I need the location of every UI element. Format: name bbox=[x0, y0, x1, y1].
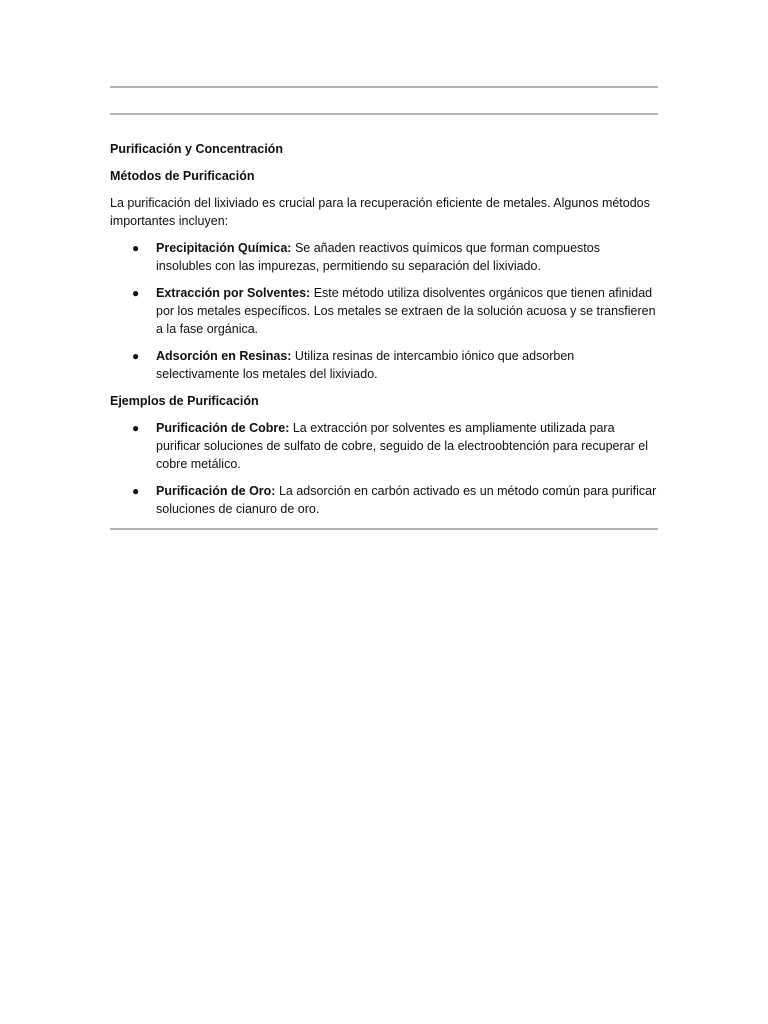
list-item-text: Utiliza resinas de intercambio iónico que adsorben selectivamente los metales del lixiviado. bbox=[156, 349, 575, 381]
list-item-term: Purificación de Oro: bbox=[156, 484, 276, 498]
subsection-methods-heading: Métodos de Purificación bbox=[110, 169, 255, 183]
list-item-text: Se añaden reactivos químicos que forman compuestos insolubles con las impurezas, permitiendo su separación del lixiviado. bbox=[156, 241, 600, 273]
bullet-icon: ● bbox=[132, 241, 140, 255]
document-body bbox=[110, 140, 658, 527]
bullet-icon: ● bbox=[132, 349, 140, 363]
subsection-examples-heading: Ejemplos de Purificación bbox=[110, 394, 259, 408]
top-divider bbox=[110, 86, 658, 88]
list-item-term: Purificación de Cobre: bbox=[156, 421, 290, 435]
list-item-text: La adsorción en carbón activado es un método común para purificar soluciones de cianuro de oro. bbox=[156, 484, 657, 516]
list-item-term: Precipitación Química: bbox=[156, 241, 292, 255]
header-divider bbox=[110, 113, 658, 115]
section-title: Purificación y Concentración bbox=[110, 142, 283, 156]
bullet-icon: ● bbox=[132, 484, 140, 498]
list-item bbox=[110, 239, 658, 275]
bullet-icon: ● bbox=[132, 421, 140, 435]
bullet-icon: ● bbox=[132, 286, 140, 300]
list-item bbox=[110, 284, 658, 338]
list-item-text: Este método utiliza disolventes orgánicos que tienen afinidad por los metales específicos. Los metales se extraen de la solución acuosa y se transfieren a la fase orgánica. bbox=[156, 286, 656, 336]
list-item bbox=[110, 419, 658, 473]
list-item-text: La extracción por solventes es ampliamente utilizada para purificar soluciones de sulfato de cobre, seguido de la electroobtención para recuperar el cobre metálico. bbox=[156, 421, 648, 471]
intro-paragraph: La purificación del lixiviado es crucial para la recuperación eficiente de metales. Algunos métodos importantes incluyen: bbox=[110, 196, 650, 228]
list-item bbox=[110, 347, 658, 383]
bottom-divider bbox=[110, 528, 658, 530]
list-item bbox=[110, 482, 658, 518]
list-item-term: Extracción por Solventes: bbox=[156, 286, 311, 300]
list-item-term: Adsorción en Resinas: bbox=[156, 349, 292, 363]
methods-list bbox=[110, 239, 658, 383]
examples-list bbox=[110, 419, 658, 518]
